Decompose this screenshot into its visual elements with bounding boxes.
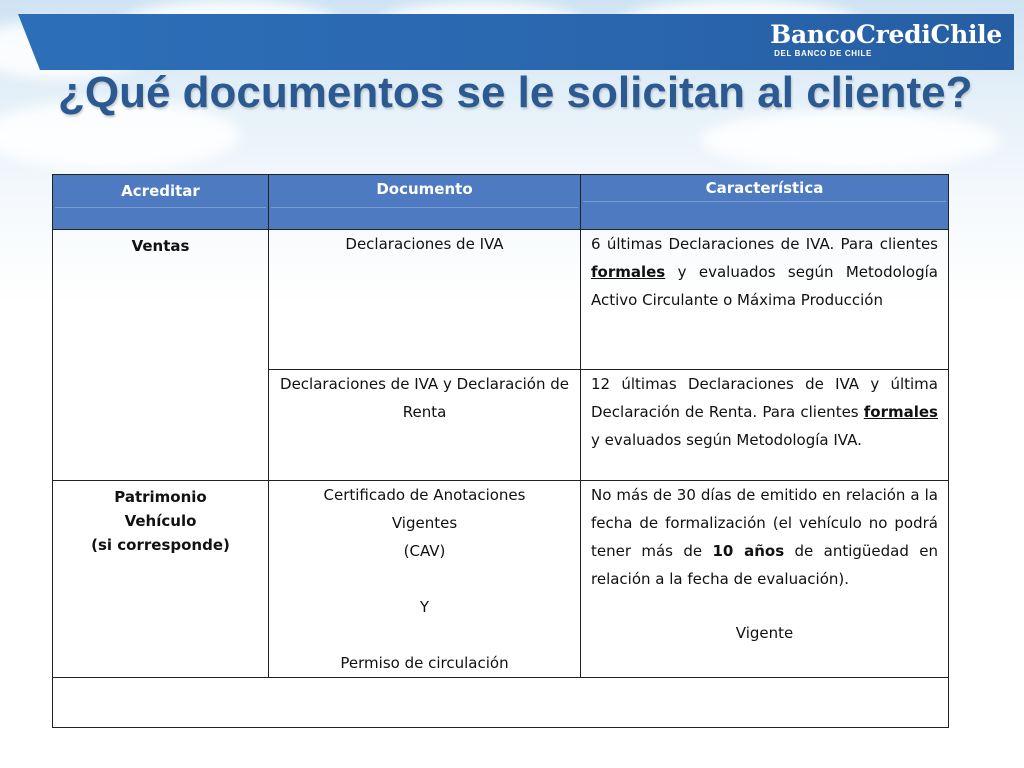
- cell-acreditar-ventas: Ventas: [53, 230, 269, 481]
- cell-caracteristica: 12 últimas Declaraciones de IVA y última Declaración de Renta. Para clientes formales y evaluados según Metodología IVA.: [581, 370, 949, 481]
- cell-documento: Certificado de Anotaciones Vigentes (CAV) Y Permiso de circulación: [269, 481, 581, 678]
- cell-caracteristica: 6 últimas Declaraciones de IVA. Para clientes formales y evaluados según Metodología Activo Circulante o Máxima Producción: [581, 230, 949, 370]
- empty-cell: [53, 678, 949, 728]
- cell-documento: Declaraciones de IVA y Declaración de Renta: [269, 370, 581, 481]
- cell-documento: Declaraciones de IVA: [269, 230, 581, 370]
- table-row: [53, 481, 949, 678]
- header-documento: Documento: [269, 175, 581, 230]
- empty-row: [53, 678, 949, 728]
- table-header-row: [53, 175, 949, 230]
- header-acreditar: Acreditar: [53, 175, 269, 230]
- page-title: ¿Qué documentos se le solicitan al cliente?: [58, 68, 973, 117]
- brand-tagline: DEL BANCO DE CHILE: [774, 49, 872, 58]
- cell-acreditar-patrimonio: Patrimonio Vehículo (si corresponde): [53, 481, 269, 678]
- table-row: [53, 230, 949, 370]
- brand-logo: [770, 22, 1002, 58]
- documents-table: [52, 174, 949, 728]
- brand-logo-text: BancoCrediChile: [770, 20, 1002, 49]
- background-cloud: [700, 110, 1000, 170]
- cell-caracteristica: No más de 30 días de emitido en relación a la fecha de formalización (el vehículo no podrá tener más de 10 años de antigüedad en relación a la fecha de evaluación). Vigente: [581, 481, 949, 678]
- header-caracteristica: Característica: [581, 175, 949, 230]
